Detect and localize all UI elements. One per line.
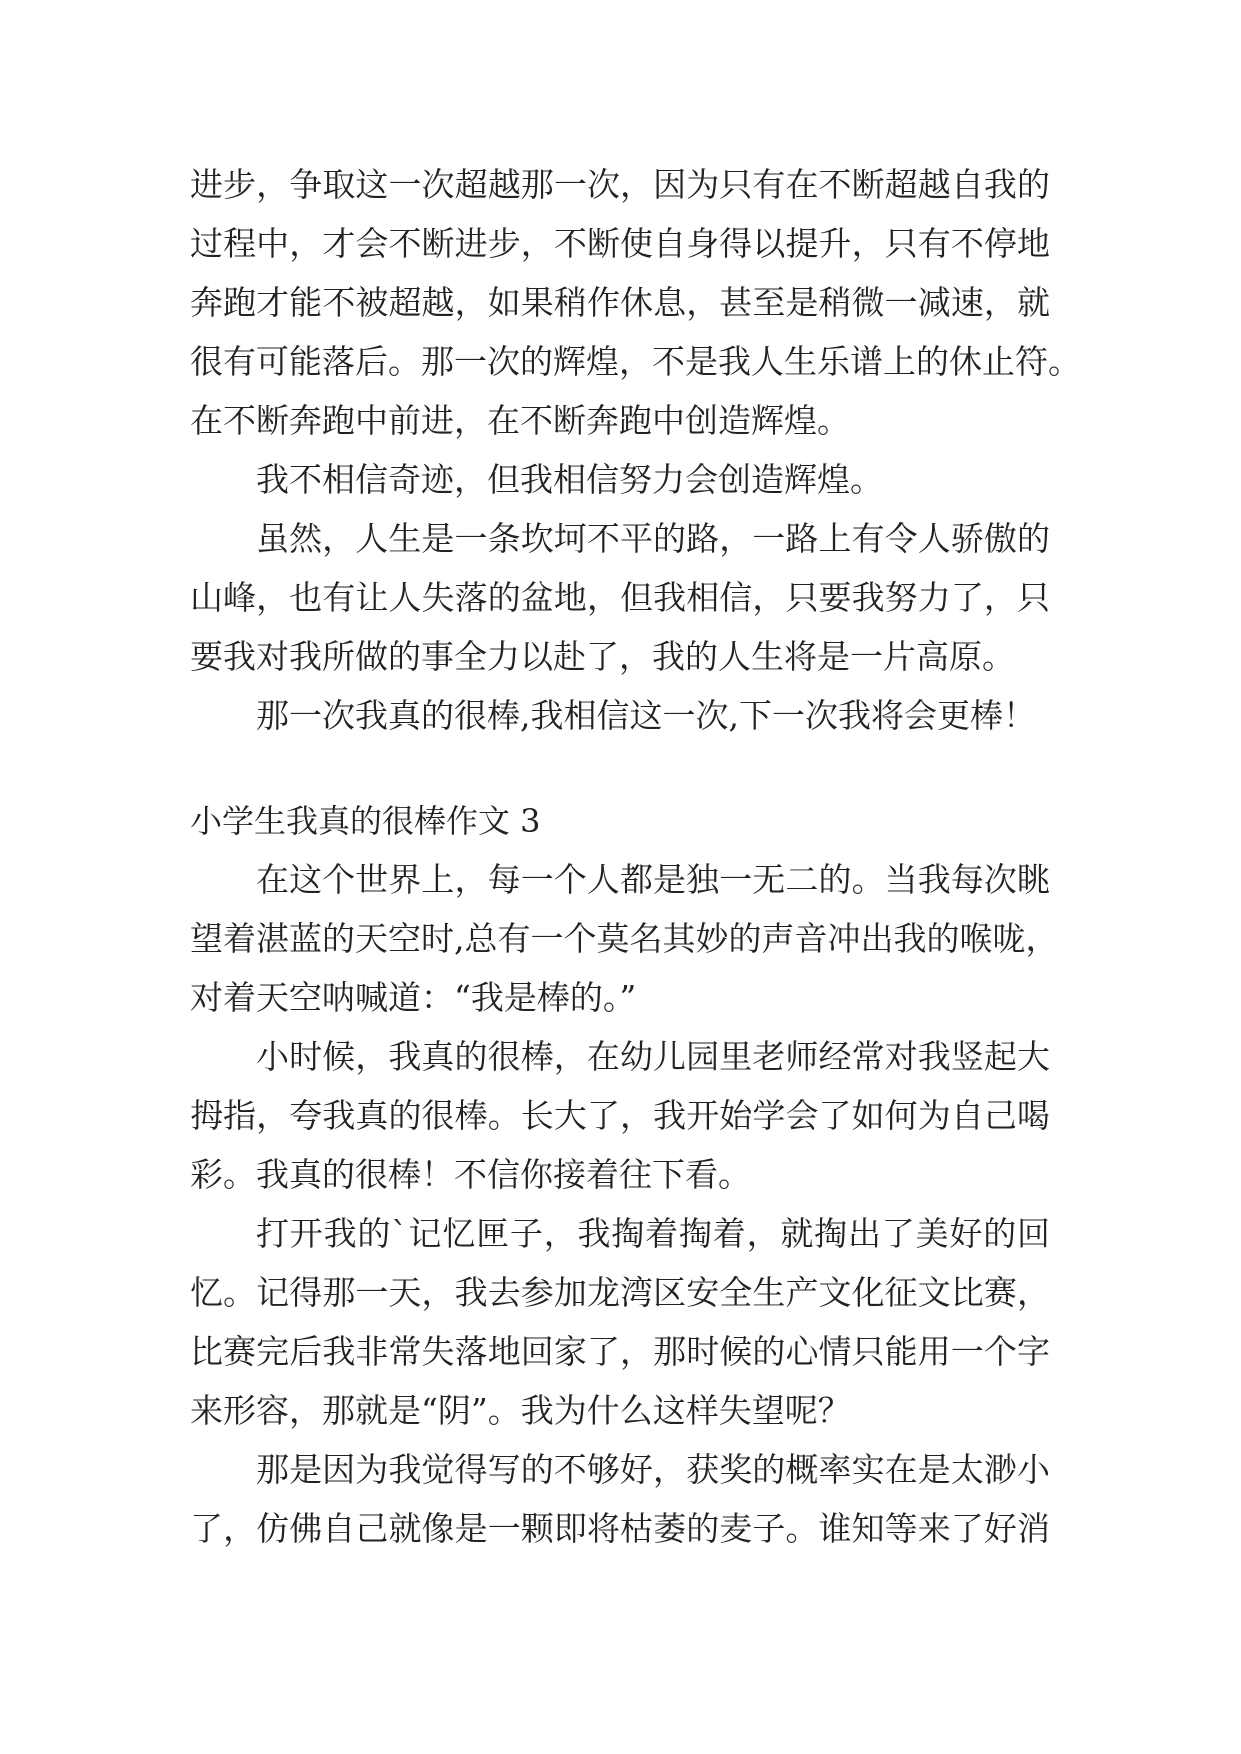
paragraph-2-line-1: 我不相信奇迹，但我相信努力会创造辉煌。 [256,460,883,499]
section-paragraph-3-line-4: 来形容，那就是“阴”。我为什么这样失望呢？ [190,1391,851,1430]
section-paragraph-1-line-2: 望着湛蓝的天空时,总有一个莫名其妙的声音冲出我的喉咙， [190,919,1059,958]
section-title: 小学生我真的很棒作文 3 [190,802,541,840]
section-paragraph-4-line-1: 那是因为我觉得写的不够好，获奖的概率实在是太渺小 [256,1450,1050,1489]
paragraph-1-line-3: 奔跑才能不被超越，如果稍作休息，甚至是稍微一减速，就 [190,283,1050,322]
paragraph-4-line-1: 那一次我真的很棒,我相信这一次,下一次我将会更棒！ [256,696,1036,735]
paragraph-3-line-3: 要我对我所做的事全力以赴了，我的人生将是一片高原。 [190,637,1015,676]
section-paragraph-4-line-2: 了，仿佛自己就像是一颗即将枯萎的麦子。谁知等来了好消 [190,1509,1050,1548]
section-paragraph-2-line-1: 小时候，我真的很棒，在幼儿园里老师经常对我竖起大 [256,1037,1050,1076]
paragraph-1-line-4: 很有可能落后。那一次的辉煌，不是我人生乐谱上的休止符。 [190,342,1081,381]
paragraph-1-line-1: 进步，争取这一次超越那一次，因为只有在不断超越自我的 [190,165,1050,204]
section-paragraph-3-line-2: 忆。记得那一天，我去参加龙湾区安全生产文化征文比赛， [190,1273,1050,1312]
paragraph-1-line-2: 过程中，才会不断进步，不断使自身得以提升，只有不停地 [190,224,1050,263]
section-paragraph-3-line-3: 比赛完后我非常失落地回家了，那时候的心情只能用一个字 [190,1332,1050,1371]
section-paragraph-1-line-1: 在这个世界上，每一个人都是独一无二的。当我每次眺 [256,860,1050,899]
section-paragraph-2-line-3: 彩。我真的很棒！不信你接着往下看。 [190,1155,751,1194]
paragraph-3-line-1: 虽然，人生是一条坎坷不平的路，一路上有令人骄傲的 [256,519,1050,558]
paragraph-1-line-5: 在不断奔跑中前进，在不断奔跑中创造辉煌。 [190,401,850,440]
paragraph-3-line-2: 山峰，也有让人失落的盆地，但我相信，只要我努力了，只 [190,578,1050,617]
section-paragraph-3-line-1: 打开我的`记忆匣子，我掏着掏着，就掏出了美好的回 [256,1214,1050,1253]
section-paragraph-2-line-2: 拇指，夸我真的很棒。长大了，我开始学会了如何为自己喝 [190,1096,1050,1135]
section-paragraph-1-line-3: 对着天空呐喊道：“我是棒的。” [190,978,637,1017]
